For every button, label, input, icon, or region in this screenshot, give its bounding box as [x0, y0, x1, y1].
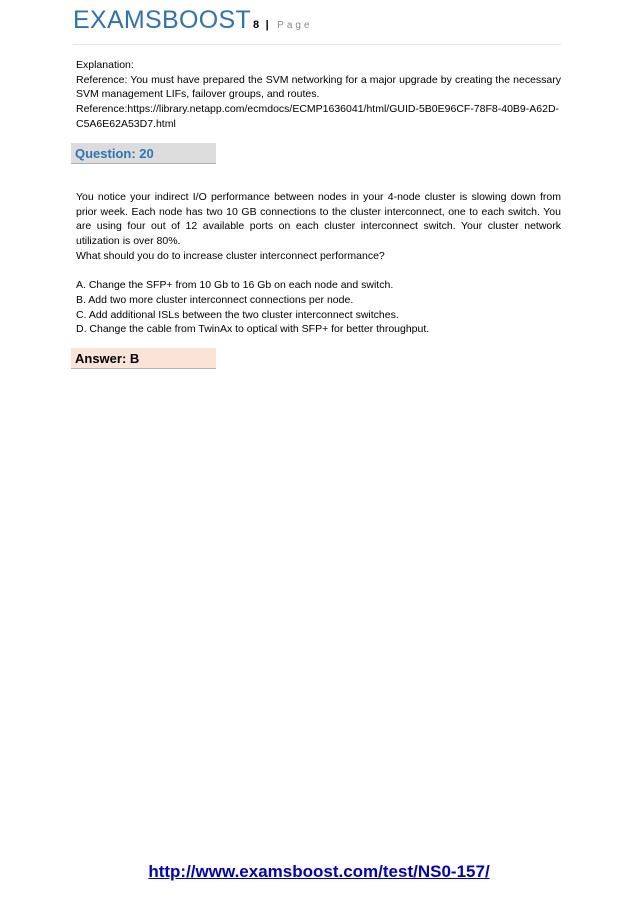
page-label: Page — [277, 20, 313, 31]
page-header — [73, 6, 313, 46]
brand-logo: EXAMSBOOST — [73, 6, 252, 34]
header-divider — [73, 44, 561, 45]
explanation-heading: Explanation: — [76, 59, 134, 71]
option-c: C. Add additional ISLs between the two cluster interconnect switches. — [76, 308, 399, 321]
question-block — [76, 190, 561, 337]
option-a: A. Change the SFP+ from 10 Gb to 16 Gb on each node and switch. — [76, 279, 394, 292]
answer-heading: Answer: B — [71, 348, 216, 369]
explanation-block — [76, 58, 561, 132]
question-body: You notice your indirect I/O performance between nodes in your 4-node cluster is slowing down from prior week. Each node has two 10 GB connections to the cluster interconnect, one to each switch. You are using four out of 12 available ports on each cluster interconnect switch. Your cluster network utilization is over 80%. — [76, 191, 561, 248]
page-number: 8 — [253, 19, 260, 31]
option-b: B. Add two more cluster interconnect connections per node. — [76, 293, 354, 306]
option-d: D. Change the cable from TwinAx to optical with SFP+ for better throughput. — [76, 323, 430, 336]
question-prompt: What should you do to increase cluster interconnect performance? — [76, 249, 385, 262]
explanation-reference: Reference: You must have prepared the SVM networking for a major upgrade by creating the necessary SVM management LIFs, failover groups, and routes. — [76, 73, 561, 101]
reference-link[interactable]: Reference:https://library.netapp.com/ecmdocs/ECMP1636041/html/GUID-5B0E96CF-78F8-40B9-A62D-C5A6E62A53D7.html — [76, 103, 560, 130]
footer-url-link[interactable]: http://www.examsboost.com/test/NS0-157/ — [148, 862, 490, 881]
page-separator: | — [265, 19, 269, 31]
question-heading: Question: 20 — [71, 143, 216, 164]
